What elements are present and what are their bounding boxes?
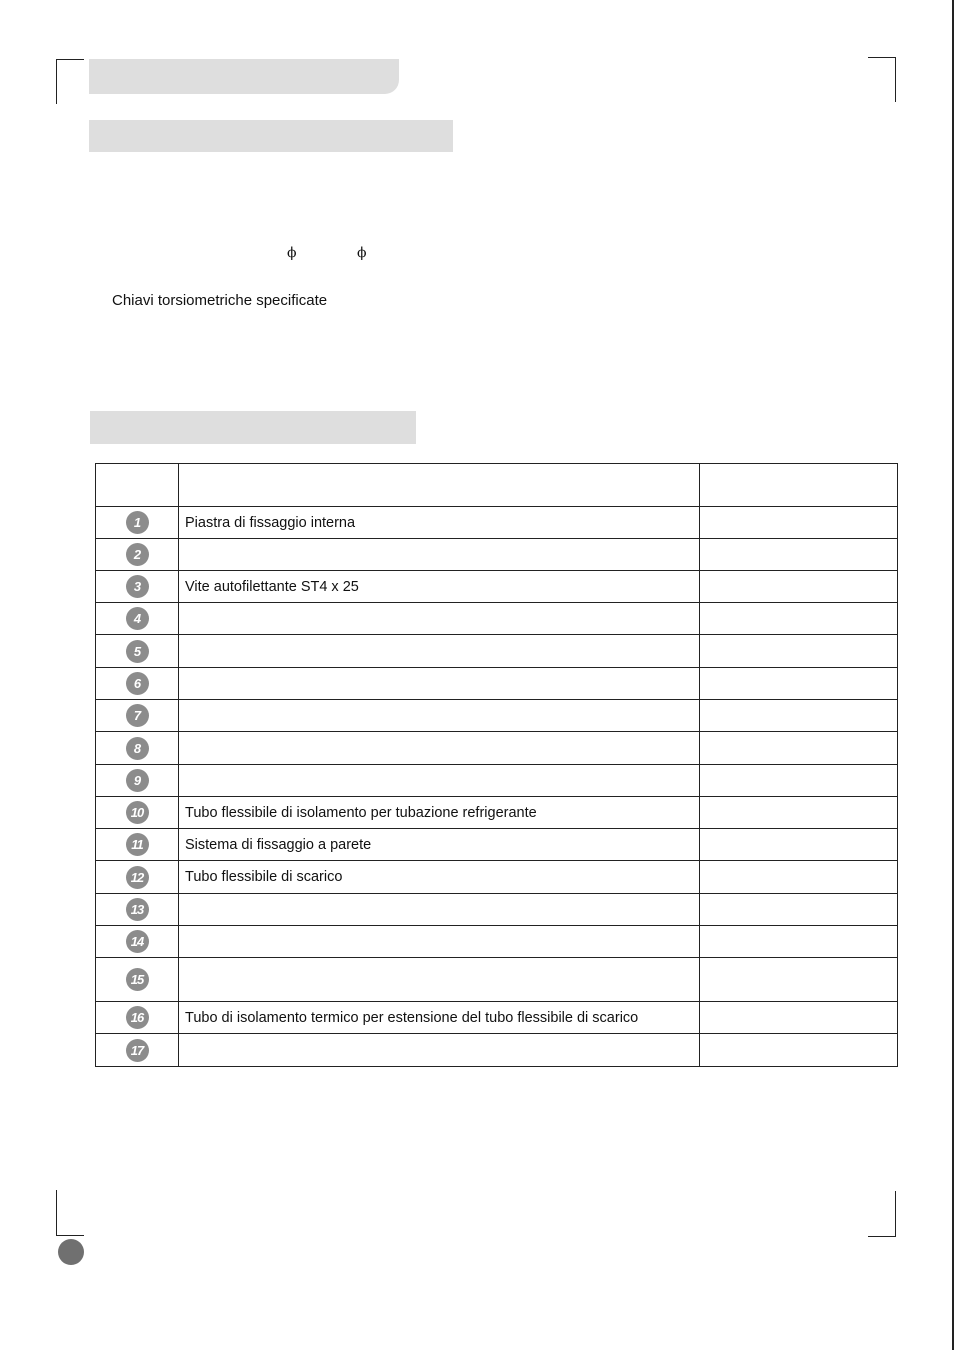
item-number-badge: 5: [126, 640, 149, 663]
item-quantity-cell: [700, 861, 898, 894]
item-name-cell: Vite autofilettante ST4 x 25: [179, 571, 700, 603]
item-name-cell: Piastra di fissaggio interna: [179, 507, 700, 539]
accessories-table: [95, 463, 898, 1067]
item-number-cell: [96, 539, 179, 571]
item-name-cell: Tubo flessibile di isolamento per tubazione refrigerante: [179, 797, 700, 829]
item-number-badge: 13: [126, 898, 149, 921]
item-name-cell: [179, 603, 700, 635]
item-name-cell: [179, 539, 700, 571]
item-name-cell: [179, 894, 700, 926]
item-number-badge: 12: [126, 866, 149, 889]
item-number-badge: 15: [126, 968, 149, 991]
item-quantity-cell: [700, 829, 898, 861]
table-row: [96, 894, 898, 926]
page-title-bar: [89, 59, 399, 94]
table-row: [96, 797, 898, 829]
table-row: [96, 603, 898, 635]
item-quantity-cell: [700, 894, 898, 926]
crop-mark-top-left-v: [56, 59, 57, 104]
item-quantity-cell: [700, 603, 898, 635]
item-number-cell: [96, 507, 179, 539]
table-row: [96, 539, 898, 571]
item-number-cell: [96, 732, 179, 765]
item-name-cell: [179, 958, 700, 1002]
item-name-cell: [179, 732, 700, 765]
item-number-cell: [96, 894, 179, 926]
table-row: [96, 958, 898, 1002]
phi-symbol: ϕ: [357, 245, 367, 261]
table-row: [96, 1034, 898, 1067]
item-name-cell: [179, 668, 700, 700]
item-name-cell: [179, 765, 700, 797]
item-quantity-cell: [700, 507, 898, 539]
header-cell-name: [179, 464, 700, 507]
item-name-cell: Tubo flessibile di scarico: [179, 861, 700, 894]
item-name-cell: [179, 926, 700, 958]
item-number-cell: [96, 765, 179, 797]
crop-mark-top-left-h: [56, 59, 84, 60]
table-row: [96, 829, 898, 861]
item-number-badge: 9: [126, 769, 149, 792]
crop-mark-bottom-left-h: [56, 1235, 84, 1236]
page-number-dot: [58, 1239, 84, 1265]
item-name-cell: [179, 635, 700, 668]
item-number-cell: [96, 1034, 179, 1067]
tool-item-text: Chiavi torsiometriche specificate: [112, 292, 328, 309]
item-name-cell: [179, 1034, 700, 1067]
item-number-badge: 4: [126, 607, 149, 630]
item-name-cell: Sistema di fissaggio a parete: [179, 829, 700, 861]
table-row: [96, 926, 898, 958]
item-quantity-cell: [700, 668, 898, 700]
item-quantity-cell: [700, 1002, 898, 1034]
item-quantity-cell: [700, 635, 898, 668]
table-body: [96, 507, 898, 1067]
table-row: [96, 571, 898, 603]
item-name-cell: [179, 700, 700, 732]
table-row: [96, 732, 898, 765]
item-number-cell: [96, 926, 179, 958]
table-header-row: [96, 464, 898, 507]
item-number-cell: [96, 668, 179, 700]
item-number-badge: 7: [126, 704, 149, 727]
item-number-cell: [96, 1002, 179, 1034]
crop-mark-top-right-h: [868, 57, 896, 58]
item-name-cell: Tubo di isolamento termico per estensione del tubo flessibile di scarico: [179, 1002, 700, 1034]
table-row: [96, 635, 898, 668]
item-quantity-cell: [700, 700, 898, 732]
item-number-badge: 16: [126, 1006, 149, 1029]
item-quantity-cell: [700, 571, 898, 603]
item-number-cell: [96, 861, 179, 894]
header-cell-number: [96, 464, 179, 507]
item-number-badge: 8: [126, 737, 149, 760]
item-number-badge: 6: [126, 672, 149, 695]
table-row: [96, 700, 898, 732]
item-number-badge: 11: [126, 833, 149, 856]
item-quantity-cell: [700, 539, 898, 571]
item-number-badge: 10: [126, 801, 149, 824]
item-number-badge: 14: [126, 930, 149, 953]
item-number-badge: 17: [126, 1039, 149, 1062]
item-quantity-cell: [700, 958, 898, 1002]
header-cell-quantity: [700, 464, 898, 507]
table-row: [96, 1002, 898, 1034]
item-number-cell: [96, 700, 179, 732]
item-quantity-cell: [700, 1034, 898, 1067]
item-quantity-cell: [700, 926, 898, 958]
item-number-cell: [96, 571, 179, 603]
item-number-cell: [96, 635, 179, 668]
phi-symbol: ϕ: [287, 245, 297, 261]
table-row: [96, 861, 898, 894]
item-number-badge: 2: [126, 543, 149, 566]
section-header-bar-tools: [89, 120, 453, 152]
item-number-cell: [96, 603, 179, 635]
table-row: [96, 765, 898, 797]
item-number-cell: [96, 797, 179, 829]
item-number-cell: [96, 829, 179, 861]
item-quantity-cell: [700, 765, 898, 797]
table-row: [96, 507, 898, 539]
item-number-badge: 3: [126, 575, 149, 598]
item-number-cell: [96, 958, 179, 1002]
item-number-badge: 1: [126, 511, 149, 534]
crop-mark-bottom-right-v: [895, 1191, 896, 1236]
crop-mark-bottom-right-h: [868, 1236, 896, 1237]
table-row: [96, 668, 898, 700]
item-quantity-cell: [700, 732, 898, 765]
crop-mark-top-right-v: [895, 57, 896, 102]
crop-mark-bottom-left-v: [56, 1190, 57, 1235]
item-quantity-cell: [700, 797, 898, 829]
section-header-bar-accessories: [90, 411, 416, 444]
